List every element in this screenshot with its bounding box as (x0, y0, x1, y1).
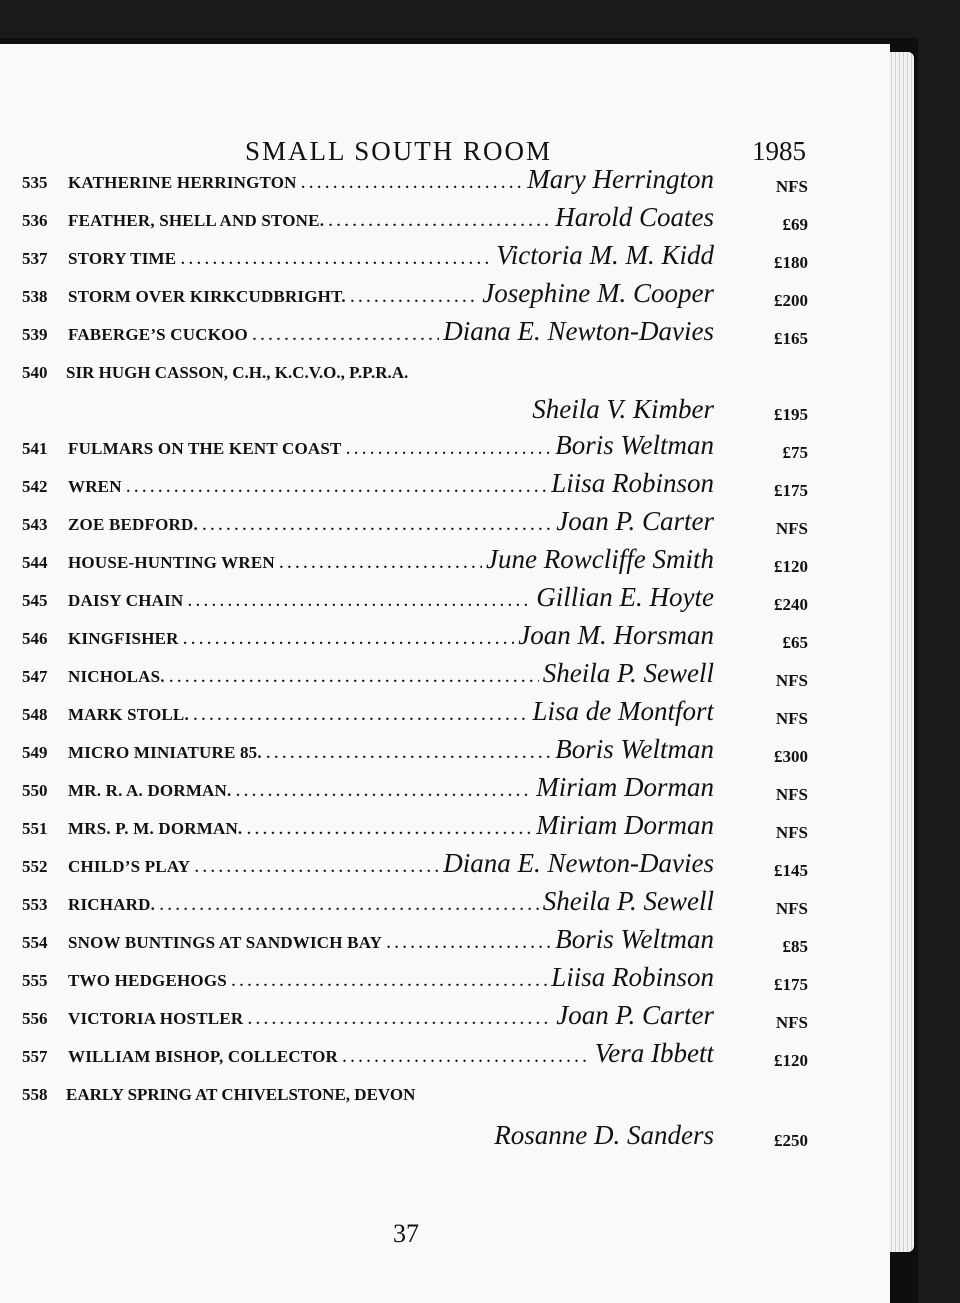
entry-558-title (0, 1073, 890, 1111)
leader-dots (301, 172, 524, 192)
leader-dots (202, 514, 552, 534)
entry-number: 556 (22, 1009, 48, 1028)
leader-dots (126, 476, 548, 496)
leader-dots (193, 704, 529, 724)
entry-number: 538 (22, 287, 48, 306)
entry-555 (0, 959, 890, 997)
entry-539 (0, 313, 890, 351)
entry-number: 536 (22, 211, 48, 230)
entry-price: £75 (782, 443, 808, 462)
entry-number: 539 (22, 325, 48, 344)
entry-546 (0, 617, 890, 655)
entry-price: £200 (774, 291, 808, 310)
entry-price: £250 (774, 1131, 808, 1150)
entry-artist: Sheila V. Kimber (532, 394, 714, 424)
entry-number: 546 (22, 629, 48, 648)
entry-number: 543 (22, 515, 48, 534)
entry-title: DAISY CHAIN (68, 591, 184, 610)
entry-title: SIR HUGH CASSON, C.H., K.C.V.O., P.P.R.A. (66, 363, 409, 382)
entry-545 (0, 579, 890, 617)
entry-558-artist (0, 1115, 890, 1153)
entry-price: £85 (782, 937, 808, 956)
leader-dots (328, 210, 551, 230)
entry-title: NICHOLAS. (68, 667, 165, 686)
entry-number: 535 (22, 173, 48, 192)
entry-title: SNOW BUNTINGS AT SANDWICH BAY (68, 933, 383, 952)
entry-number: 554 (22, 933, 48, 952)
entry-number: 549 (22, 743, 48, 762)
entry-artist: Harold Coates (555, 202, 714, 232)
entry-number: 558 (22, 1085, 48, 1104)
entry-548 (0, 693, 890, 731)
entry-title: FEATHER, SHELL AND STONE. (68, 211, 325, 230)
leader-dots (279, 552, 482, 572)
entry-price: NFS (775, 785, 808, 804)
entry-number: 542 (22, 477, 48, 496)
entry-price: £165 (774, 329, 808, 348)
entry-price: NFS (775, 709, 808, 728)
entry-title: WILLIAM BISHOP, COLLECTOR (68, 1047, 338, 1066)
entry-artist: Vera Ibbett (594, 1038, 714, 1068)
entry-artist: Sheila P. Sewell (542, 886, 714, 916)
entry-artist: Diana E. Newton-Davies (443, 848, 714, 878)
entry-number: 550 (22, 781, 48, 800)
catalogue-page (0, 44, 890, 1303)
entry-price: £300 (774, 747, 808, 766)
entry-artist: Miriam Dorman (536, 772, 714, 802)
entry-number: 553 (22, 895, 48, 914)
entry-554 (0, 921, 890, 959)
entries-list (0, 44, 890, 1303)
entry-544 (0, 541, 890, 579)
leader-dots (342, 1046, 591, 1066)
entry-number: 557 (22, 1047, 48, 1066)
entry-title: FULMARS ON THE KENT COAST (68, 439, 342, 458)
entry-556 (0, 997, 890, 1035)
entry-number: 544 (22, 553, 48, 572)
entry-541 (0, 427, 890, 465)
entry-price: NFS (775, 671, 808, 690)
entry-title: STORM OVER KIRKCUDBRIGHT. (68, 287, 346, 306)
entry-title: STORY TIME (68, 249, 177, 268)
leader-dots (252, 324, 439, 344)
entry-price: NFS (775, 899, 808, 918)
entry-price: £240 (774, 595, 808, 614)
entry-artist: June Rowcliffe Smith (486, 544, 714, 574)
entry-535 (0, 161, 890, 199)
leader-dots (386, 932, 551, 952)
entry-542 (0, 465, 890, 503)
entry-title: CHILD’S PLAY (68, 857, 191, 876)
entry-title: MARK STOLL. (68, 705, 189, 724)
entry-title: EARLY SPRING AT CHIVELSTONE, DEVON (66, 1085, 416, 1104)
entry-537 (0, 237, 890, 275)
entry-artist: Lisa de Montfort (532, 696, 714, 726)
entry-artist: Liisa Robinson (551, 962, 714, 992)
entry-540-title (0, 351, 890, 389)
entry-title: HOUSE-HUNTING WREN (68, 553, 275, 572)
entry-number: 551 (22, 819, 48, 838)
entry-title: MRS. P. M. DORMAN. (68, 819, 243, 838)
entry-artist: Diana E. Newton-Davies (443, 316, 714, 346)
entry-artist: Gillian E. Hoyte (536, 582, 714, 612)
entry-price: NFS (775, 823, 808, 842)
entry-price: £120 (774, 557, 808, 576)
entry-549 (0, 731, 890, 769)
entry-number: 555 (22, 971, 48, 990)
entry-price: £65 (782, 633, 808, 652)
entry-artist: Sheila P. Sewell (542, 658, 714, 688)
entry-artist: Boris Weltman (555, 734, 714, 764)
entry-title: KATHERINE HERRINGTON (68, 173, 297, 192)
leader-dots (180, 248, 492, 268)
entry-price: £145 (774, 861, 808, 880)
leader-dots (235, 780, 532, 800)
leader-dots (194, 856, 439, 876)
entry-artist: Joan M. Horsman (518, 620, 714, 650)
entry-number: 552 (22, 857, 48, 876)
entry-artist: Liisa Robinson (551, 468, 714, 498)
room-title: SMALL SOUTH ROOM (245, 136, 553, 166)
entry-artist: Boris Weltman (555, 924, 714, 954)
entry-artist: Joan P. Carter (556, 506, 714, 536)
entry-553 (0, 883, 890, 921)
leader-dots (266, 742, 551, 762)
entry-538 (0, 275, 890, 313)
entry-number: 541 (22, 439, 48, 458)
entry-number: 545 (22, 591, 48, 610)
entry-title: MICRO MINIATURE 85. (68, 743, 262, 762)
entry-551 (0, 807, 890, 845)
entry-557 (0, 1035, 890, 1073)
entry-title: KINGFISHER (68, 629, 179, 648)
leader-dots (350, 286, 478, 306)
entry-price: NFS (775, 519, 808, 538)
entry-artist: Boris Weltman (555, 430, 714, 460)
leader-dots (187, 590, 532, 610)
entry-title: FABERGE’S CUCKOO (68, 325, 248, 344)
leader-dots (169, 666, 539, 686)
leader-dots (346, 438, 552, 458)
entry-artist: Josephine M. Cooper (482, 278, 714, 308)
entry-543 (0, 503, 890, 541)
entry-price: £180 (774, 253, 808, 272)
leader-dots (246, 818, 532, 838)
entry-title: TWO HEDGEHOGS (68, 971, 227, 990)
leader-dots (159, 894, 539, 914)
entry-artist: Rosanne D. Sanders (494, 1120, 714, 1150)
leader-dots (231, 970, 547, 990)
leader-dots (247, 1008, 552, 1028)
entry-540-artist (0, 389, 890, 427)
entry-artist: Victoria M. M. Kidd (496, 240, 714, 270)
entry-price: NFS (775, 1013, 808, 1032)
entry-artist: Miriam Dorman (536, 810, 714, 840)
year: 1985 (752, 136, 806, 166)
entry-title: RICHARD. (68, 895, 156, 914)
entry-title: ZOE BEDFORD. (68, 515, 198, 534)
entry-536 (0, 199, 890, 237)
entry-title: WREN (68, 477, 122, 496)
entry-number: 548 (22, 705, 48, 724)
leader-dots (183, 628, 515, 648)
entry-550 (0, 769, 890, 807)
entry-price: £69 (782, 215, 808, 234)
entry-number: 547 (22, 667, 48, 686)
entry-artist: Mary Herrington (527, 164, 714, 194)
entry-price: £120 (774, 1051, 808, 1070)
entry-artist: Joan P. Carter (556, 1000, 714, 1030)
entry-title: VICTORIA HOSTLER (68, 1009, 244, 1028)
entry-number: 540 (22, 363, 48, 382)
entry-number: 537 (22, 249, 48, 268)
entry-547 (0, 655, 890, 693)
entry-price: £195 (774, 405, 808, 424)
entry-price: £175 (774, 481, 808, 500)
entry-552 (0, 845, 890, 883)
entry-title: MR. R. A. DORMAN. (68, 781, 232, 800)
page-number: 37 (393, 1219, 419, 1248)
entry-price: £175 (774, 975, 808, 994)
entry-price: NFS (775, 177, 808, 196)
